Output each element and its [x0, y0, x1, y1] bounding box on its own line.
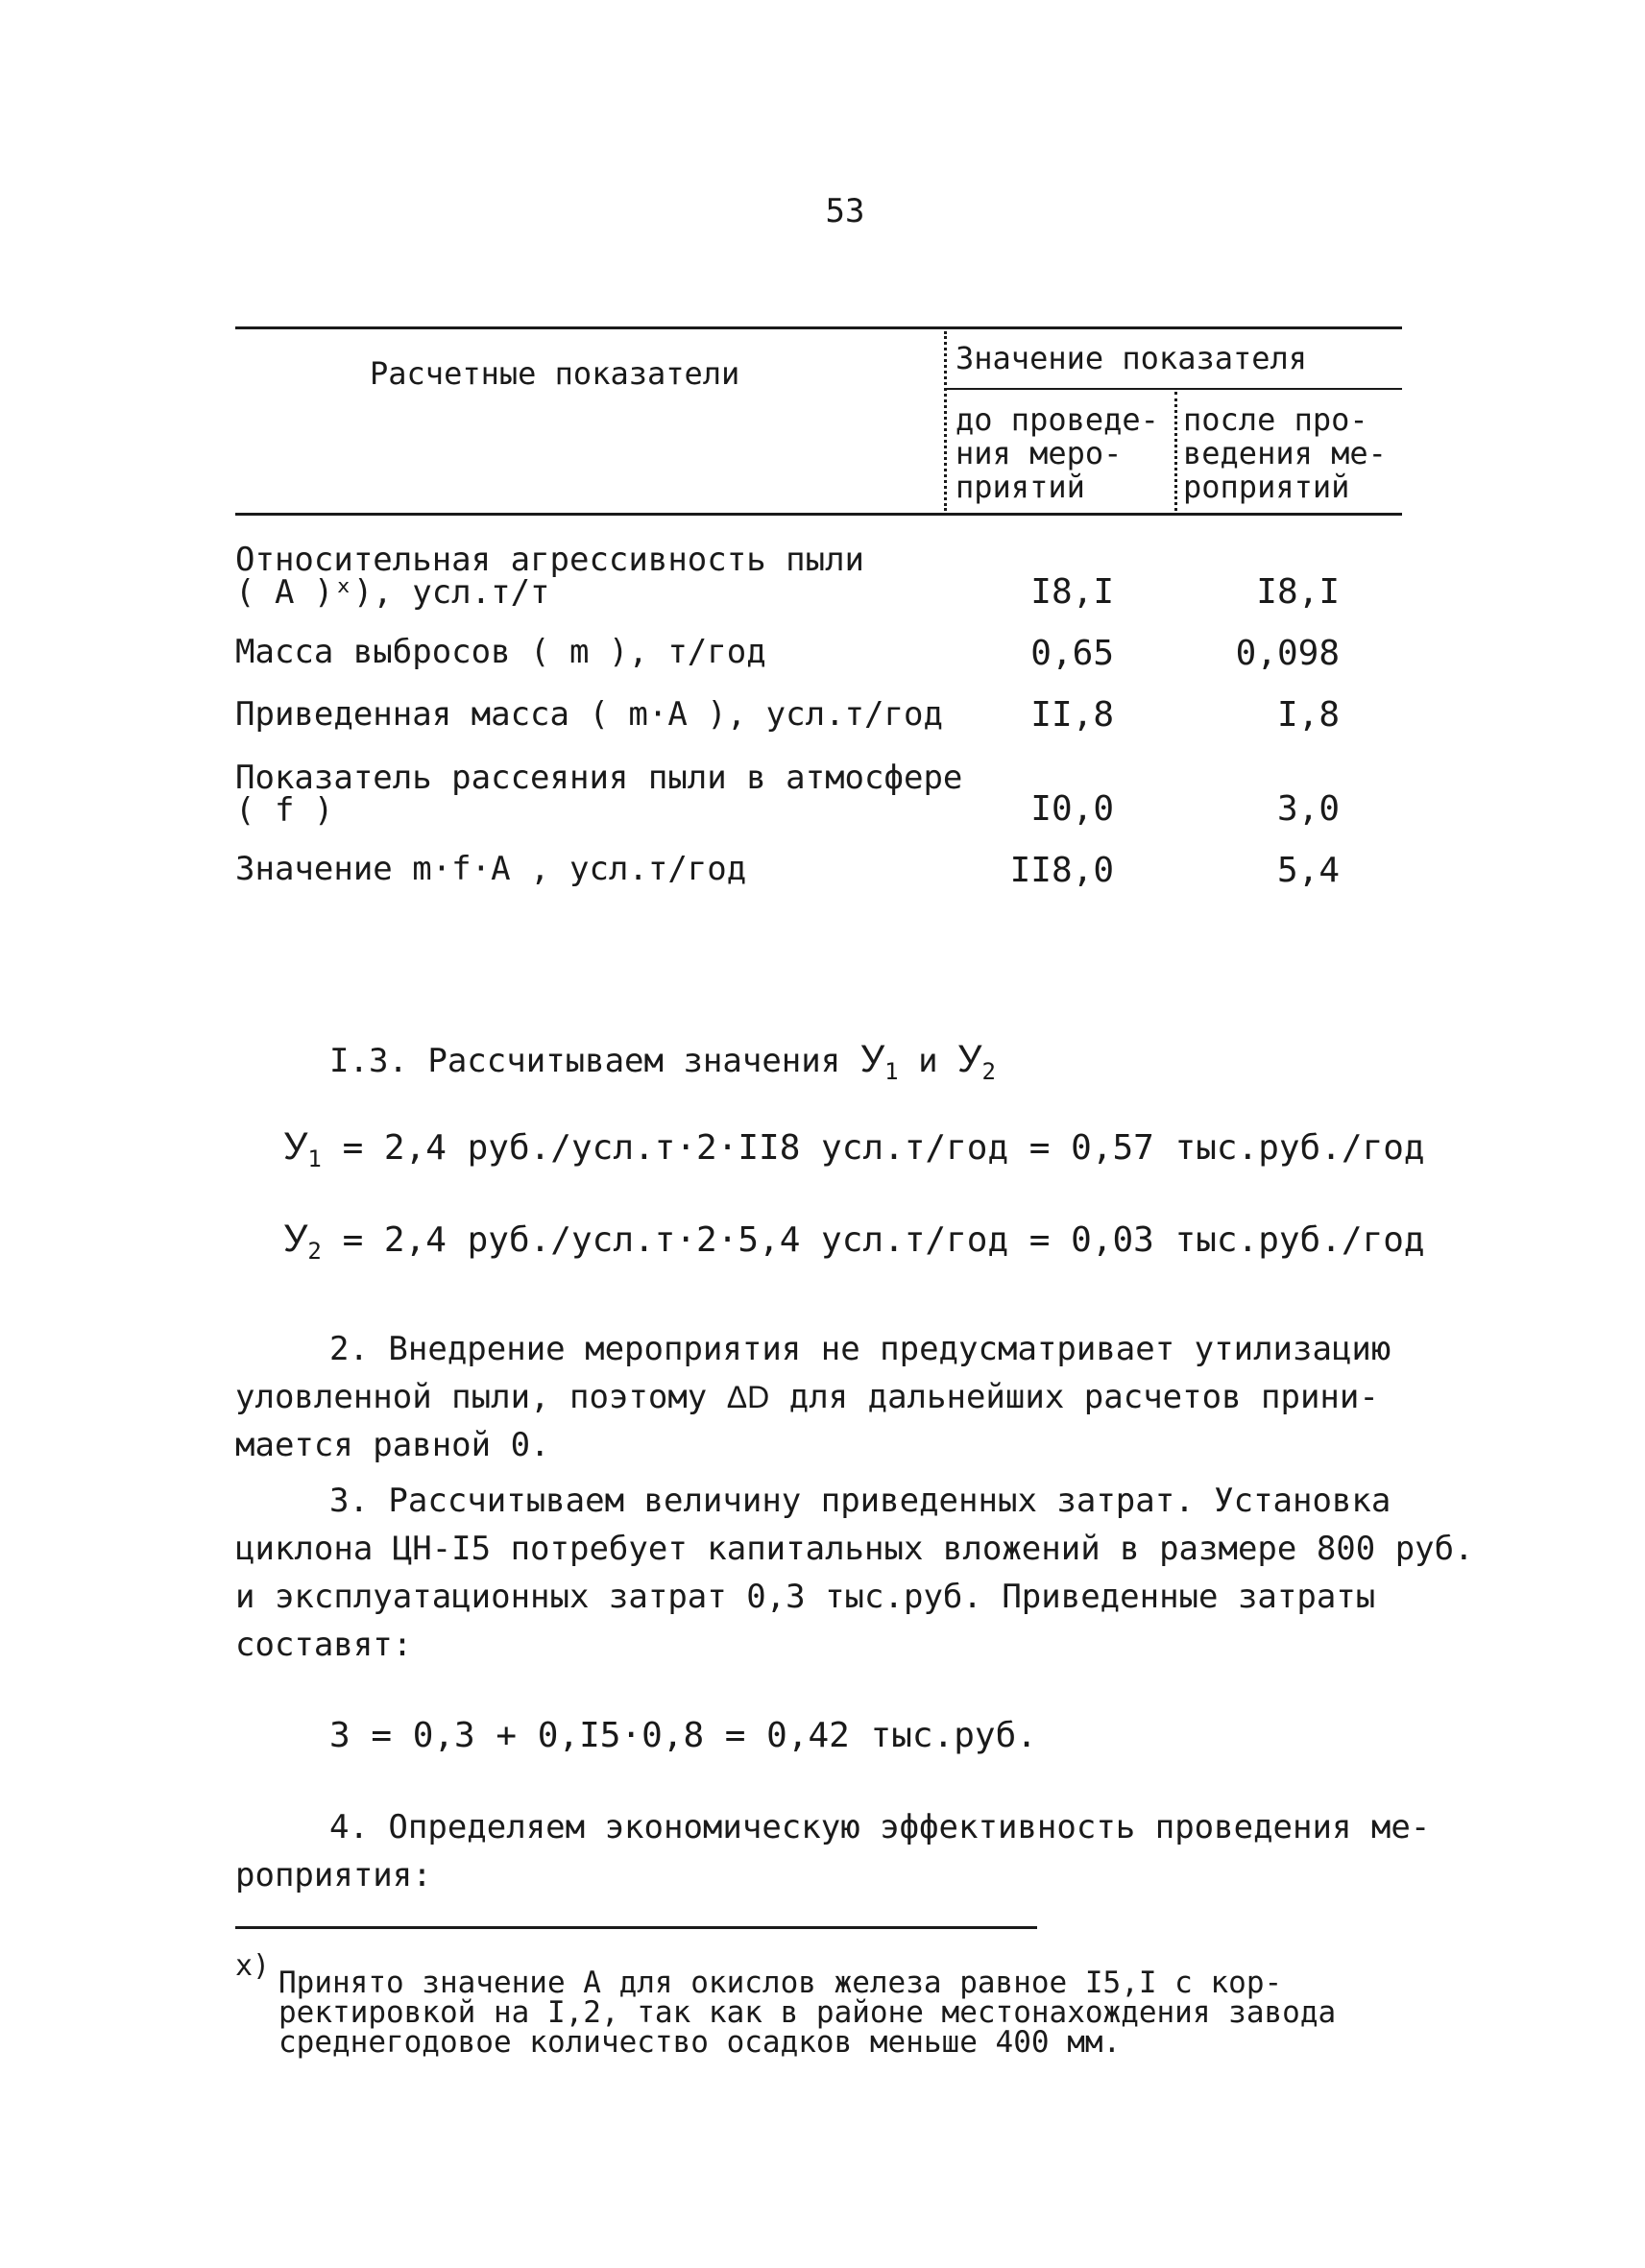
paragraph-3: 3. Рассчитываем величину приведенных затрат. Установка циклона ЦН-I5 потребует капитальных вложений в размере 800 руб. и эксплуатационных затрат 0,3 тыс.руб. Приведенные затраты составят: [235, 1482, 1474, 1664]
y-symbol: У [957, 1038, 982, 1080]
table-cell-after: 0,098 [1235, 634, 1340, 673]
section-1-3-heading: I.3. Рассчитываем значения $У_1$ и $У_2$ [329, 1038, 996, 1085]
subheader-before: до проведе- ния меро- приятий [956, 401, 1159, 506]
page-number: 53 [825, 192, 865, 230]
table-cell-before: II,8 [1030, 695, 1114, 735]
table-row-label: Относительная агрессивность пыли [235, 541, 865, 579]
table-row-label: Приведенная масса ( m·A ), усл.т/год [235, 695, 943, 734]
table-row-label: Показатель рассеяния пыли в атмосфере [235, 759, 963, 797]
formula-z: З = 0,3 + 0,I5·0,8 = 0,42 тыс.руб. [329, 1716, 1037, 1755]
table-divider-sub [1174, 392, 1177, 511]
subheader-after: после про- ведения ме- роприятий [1183, 401, 1387, 506]
table-header-bottom-rule [235, 513, 1402, 516]
footnote-rule [235, 1926, 1037, 1929]
table-row-label-cont: ( A )ˣ), усл.т/т [235, 573, 550, 612]
formula-y2: $У_2 = 2,4$ руб./усл.т·2·5,4 усл.т/год = 0,03 тыс.руб./год [283, 1218, 1425, 1265]
table-row-label-cont: ( f ) [235, 791, 334, 830]
formula-y1: $У_1 = 2,4$ руб./усл.т·2·II8 усл.т/год = 0,57 тыс.руб./год [283, 1125, 1425, 1172]
table-cell-before: I8,I [1030, 572, 1114, 612]
column-header-indicators: Расчетные показатели [370, 355, 740, 392]
y-symbol: У [859, 1038, 885, 1080]
table-cell-before: 0,65 [1030, 634, 1114, 673]
footnote-mark: x) [235, 1949, 271, 1983]
table-header-inner-rule [946, 388, 1402, 390]
table-cell-after: I,8 [1276, 695, 1340, 735]
table-cell-after: 3,0 [1276, 789, 1340, 829]
column-group-header: Значение показателя [956, 340, 1308, 376]
paragraph-4: 4. Определяем экономическую эффективность проведения ме- роприятия: [235, 1808, 1431, 1894]
delta-d-symbol: ΔD [726, 1380, 770, 1414]
table-top-rule [235, 326, 1402, 329]
table-cell-after: 5,4 [1276, 851, 1340, 890]
table-row-label: Масса выбросов ( m ), т/год [235, 633, 766, 671]
table-cell-before: I0,0 [1030, 789, 1114, 829]
paragraph-2: 2. Внедрение мероприятия не предусматривает утилизацию уловленной пыли, поэтому ΔD для дальнейших расчетов прини- мается равной 0. [235, 1330, 1391, 1464]
table-cell-before: II8,0 [1009, 851, 1114, 890]
table-row-label: Значение m·f·A , усл.т/год [235, 850, 747, 888]
table-cell-after: I8,I [1256, 572, 1340, 612]
table-divider-main [944, 331, 947, 511]
